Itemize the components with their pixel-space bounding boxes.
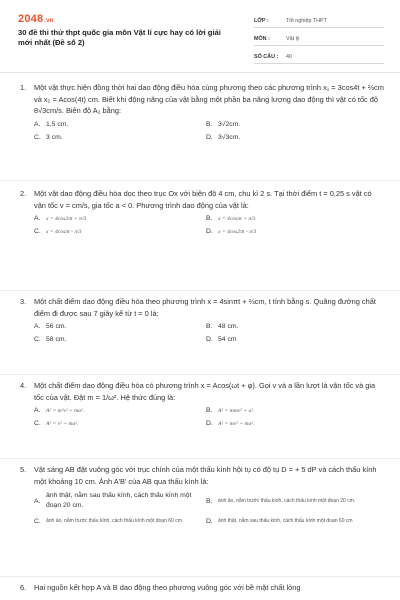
option-a[interactable] bbox=[34, 491, 206, 511]
question-divider bbox=[0, 180, 400, 181]
option-text: A² = m²v² + ma². bbox=[46, 407, 85, 414]
question-divider bbox=[0, 374, 400, 375]
option-text: ảnh thật, nằm sau thấu kính, cách thấu kính một đoạn 60 cm bbox=[218, 518, 353, 525]
option-letter: C. bbox=[34, 336, 41, 344]
meta-label: SỐ CÂU : bbox=[254, 53, 279, 60]
option-letter: A. bbox=[34, 215, 41, 223]
option-text: A² = mv² + ma². bbox=[218, 420, 255, 427]
option-letter: B. bbox=[206, 323, 213, 331]
question-3 bbox=[20, 296, 384, 343]
option-a[interactable] bbox=[34, 407, 206, 414]
question-number: 6. bbox=[20, 583, 27, 592]
question-number: 2. bbox=[20, 189, 27, 198]
question-number: 3. bbox=[20, 297, 27, 306]
option-letter: D. bbox=[206, 228, 213, 236]
question-4 bbox=[20, 380, 384, 427]
option-text: 58 cm. bbox=[46, 336, 67, 344]
logo-text: 2048 bbox=[18, 13, 44, 25]
option-text: ảnh ảo, nằm trước thấu kính, cách thấu kính một đoạn 60 cm. bbox=[46, 518, 184, 525]
option-letter: A. bbox=[34, 120, 41, 128]
option-a[interactable] bbox=[34, 215, 206, 222]
option-c[interactable] bbox=[34, 420, 206, 427]
option-text: 3√2cm. bbox=[218, 120, 241, 128]
answer-options bbox=[34, 491, 384, 525]
option-b[interactable] bbox=[206, 121, 378, 128]
question-text: Hai nguồn kết hợp A và B dao động theo phương vuông góc với bề mặt chất lỏng bbox=[34, 583, 301, 592]
option-text: 3 cm. bbox=[46, 133, 63, 141]
option-letter: D. bbox=[206, 336, 213, 344]
answer-options bbox=[34, 215, 384, 235]
option-letter: B. bbox=[206, 120, 213, 128]
page-header bbox=[0, 0, 400, 72]
option-text: ảnh thật, nằm sau thấu kính, cách thấu kính một đoạn 20 cm. bbox=[46, 492, 192, 510]
site-logo[interactable] bbox=[18, 13, 54, 25]
logo-suffix: .vn bbox=[44, 18, 54, 24]
option-text: x = 4cos2πt + π/3 bbox=[46, 215, 87, 222]
option-letter: C. bbox=[34, 517, 41, 525]
option-b[interactable] bbox=[206, 491, 378, 511]
question-2 bbox=[20, 188, 384, 235]
option-a[interactable] bbox=[34, 323, 206, 330]
option-c[interactable] bbox=[34, 134, 206, 141]
option-letter: C. bbox=[34, 133, 41, 141]
exam-title: 30 đề thi thử thpt quốc gia môn Vật lí cực hay có lời giải mới nhất (Đề số 2) bbox=[18, 28, 221, 47]
question-number: 1. bbox=[20, 83, 27, 92]
option-letter: B. bbox=[206, 497, 213, 505]
meta-value: Vật lý bbox=[286, 35, 300, 42]
question-text: Một vật dao động điều hòa dọc theo trục Ox với biên độ 4 cm, chu kì 2 s. Tại thời điểm t = 0,25 s vật có vận tốc v = cm/s, gia tốc a < 0. Phương trình dao động của vật là: bbox=[34, 189, 372, 210]
option-b[interactable] bbox=[206, 215, 378, 222]
question-1 bbox=[20, 82, 384, 141]
option-text: x = 4cosπt + π/3 bbox=[218, 215, 256, 222]
option-letter: D. bbox=[206, 517, 213, 525]
option-letter: B. bbox=[206, 215, 213, 223]
answer-options bbox=[34, 323, 384, 343]
exam-meta bbox=[254, 14, 384, 68]
option-d[interactable] bbox=[206, 228, 378, 235]
answer-options bbox=[34, 121, 384, 141]
option-text: 3√3cm. bbox=[218, 133, 241, 141]
question-divider bbox=[0, 290, 400, 291]
option-c[interactable] bbox=[34, 336, 206, 343]
header-divider bbox=[0, 72, 400, 73]
option-letter: D. bbox=[206, 420, 213, 428]
option-a[interactable] bbox=[34, 121, 206, 128]
option-text: x = 4cos2πt - π/3 bbox=[218, 228, 257, 235]
question-number: 4. bbox=[20, 381, 27, 390]
option-text: 48 cm. bbox=[218, 323, 239, 331]
option-letter: A. bbox=[34, 323, 41, 331]
question-text: Một chất điểm dao động điều hòa theo phương trình x = 4sinπt + ⅔cm, t tính bằng s. Quãng đường chất điểm đi được sau 7 giây kể từ t = 0 là: bbox=[34, 297, 376, 318]
meta-class-row bbox=[254, 14, 384, 28]
meta-value: Tốt nghiệp THPT bbox=[286, 17, 327, 24]
option-text: 54 cm bbox=[218, 336, 237, 344]
option-d[interactable] bbox=[206, 336, 378, 343]
option-letter: A. bbox=[34, 497, 41, 505]
option-text: A² = v² + ma². bbox=[46, 420, 79, 427]
option-text: 1,5 cm. bbox=[46, 120, 69, 128]
question-text: Vật sáng AB đặt vuông góc với trục chính của một thấu kính hội tụ có độ tụ D = + 5 dP và cách thấu kính một khoảng 10 cm. Ảnh A'B' của AB qua thấu kính là: bbox=[34, 465, 377, 486]
meta-subject-row bbox=[254, 32, 384, 46]
option-text: x = 4cosπt - π/3 bbox=[46, 228, 82, 235]
option-b[interactable] bbox=[206, 407, 378, 414]
option-d[interactable] bbox=[206, 517, 378, 525]
option-text: 56 cm. bbox=[46, 323, 67, 331]
meta-count-row bbox=[254, 50, 384, 64]
option-c[interactable] bbox=[34, 228, 206, 235]
option-text: ảnh ảo, nằm trước thấu kính, cách thấu kính một đoạn 20 cm. bbox=[218, 498, 356, 505]
meta-label: LỚP : bbox=[254, 17, 269, 24]
question-6 bbox=[20, 582, 384, 594]
option-letter: D. bbox=[206, 133, 213, 141]
option-d[interactable] bbox=[206, 134, 378, 141]
question-text: Một vật thực hiện đồng thời hai dao động điều hòa cùng phương theo các phương trình x₁ = 3cos4t + ⅔cm và x₂ = Acos(4t) cm. Biết khi động năng của vật bằng một phần ba năng lượng dao động thì vật có tốc độ 8√3cm/s. Biên độ A₂ bằng: bbox=[34, 83, 384, 116]
meta-label: MÔN : bbox=[254, 35, 270, 42]
question-text: Một chất điểm dao động điều hòa có phương trình x = Acos(ωt + φ). Gọi v và a lần lượt là vận tốc và gia tốc của vật. Đặt m = 1/ω². Hệ thức đúng là: bbox=[34, 381, 376, 402]
option-letter: A. bbox=[34, 407, 41, 415]
question-divider bbox=[0, 576, 400, 577]
question-5 bbox=[20, 464, 384, 525]
option-letter: C. bbox=[34, 228, 41, 236]
option-b[interactable] bbox=[206, 323, 378, 330]
option-text: A² = mmv² + a². bbox=[218, 407, 255, 414]
meta-value: 40 bbox=[286, 53, 292, 60]
option-d[interactable] bbox=[206, 420, 378, 427]
option-letter: B. bbox=[206, 407, 213, 415]
option-c[interactable] bbox=[34, 517, 206, 525]
question-divider bbox=[0, 458, 400, 459]
question-number: 5. bbox=[20, 465, 27, 474]
answer-options bbox=[34, 407, 384, 427]
option-letter: C. bbox=[34, 420, 41, 428]
